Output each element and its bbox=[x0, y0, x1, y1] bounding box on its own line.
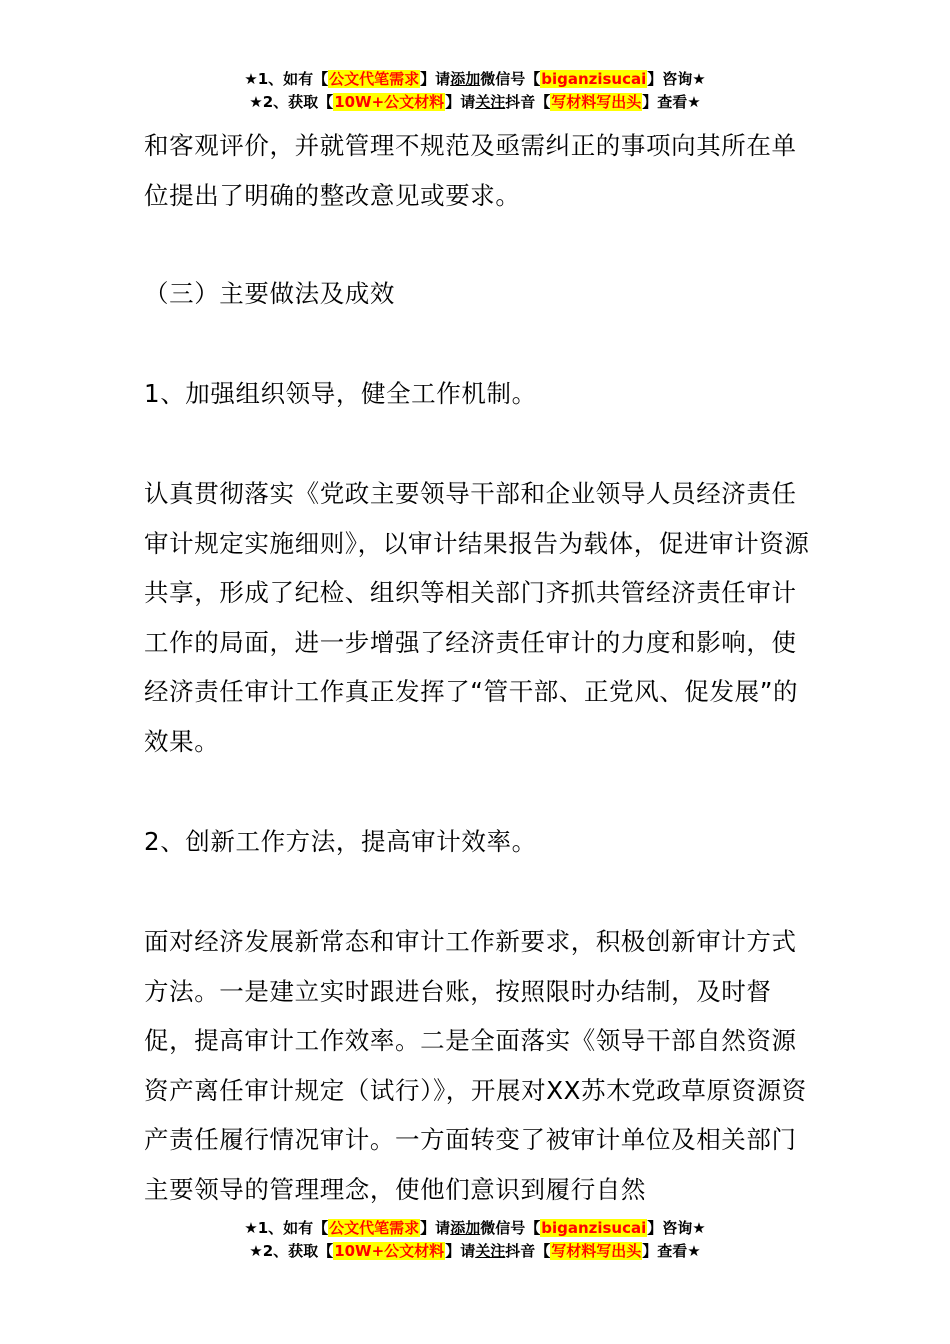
item-1-heading: 1、加强组织领导，健全工作机制。 bbox=[144, 379, 537, 408]
promo-text: ★2、获取【 bbox=[249, 93, 334, 111]
promo-text: ★1、如有【 bbox=[244, 70, 329, 88]
promo-banner-top bbox=[0, 68, 950, 114]
promo-highlight: 10W+公文材料 bbox=[334, 1242, 445, 1260]
promo-highlight: 公文代笔需求 bbox=[329, 1219, 420, 1237]
promo-wechat-id: biganzisucai bbox=[541, 70, 647, 88]
promo-banner-bottom bbox=[0, 1217, 950, 1263]
promo-text: 】查看★ bbox=[642, 93, 701, 111]
promo-text: 】请 bbox=[420, 1219, 451, 1237]
item-2-paragraph: 面对经济发展新常态和审计工作新要求，积极创新审计方式方法。一是建立实时跟进台账，按照限时办结制，及时督促，提高审计工作效率。二是全面落实《领导干部自然资源资产离任审计规定（试行）》，开展对XX苏木党政草原资源资产责任履行情况审计。一方面转变了被审计单位及相关部门主要领导的管理理念，使他们意识到履行自然 bbox=[144, 927, 807, 1204]
promo-text: 】咨询★ bbox=[647, 70, 706, 88]
promo-line-1 bbox=[0, 1217, 950, 1240]
item-2-heading: 2、创新工作方法，提高审计效率。 bbox=[144, 827, 537, 856]
promo-line-2 bbox=[0, 1240, 950, 1263]
promo-text: 微信号【 bbox=[480, 1219, 541, 1237]
item-1-paragraph: 认真贯彻落实《党政主要领导干部和企业领导人员经济责任审计规定实施细则》，以审计结果报告为载体，促进审计资源共享，形成了纪检、组织等相关部门齐抓共管经济责任审计工作的局面，进一步增强了经济责任审计的力度和影响，使经济责任审计工作真正发挥了“管干部、正党风、促发展”的效果。 bbox=[144, 479, 810, 756]
promo-text: 】请 bbox=[445, 1242, 476, 1260]
promo-underlined: 添加 bbox=[450, 70, 481, 88]
promo-text: 】咨询★ bbox=[647, 1219, 706, 1237]
promo-text: 微信号【 bbox=[480, 70, 541, 88]
promo-underlined: 关注 bbox=[475, 1242, 506, 1260]
section-heading: （三）主要做法及成效 bbox=[144, 279, 395, 308]
promo-wechat-id: biganzisucai bbox=[541, 1219, 647, 1237]
promo-text: 抖音【 bbox=[505, 93, 551, 111]
promo-text: ★1、如有【 bbox=[244, 1219, 329, 1237]
promo-text: 】请 bbox=[420, 70, 451, 88]
promo-underlined: 添加 bbox=[450, 1219, 481, 1237]
promo-text: 】查看★ bbox=[642, 1242, 701, 1260]
promo-highlight: 10W+公文材料 bbox=[334, 93, 445, 111]
promo-highlight: 公文代笔需求 bbox=[329, 70, 420, 88]
promo-text: 】请 bbox=[445, 93, 476, 111]
continued-paragraph: 和客观评价，并就管理不规范及亟需纠正的事项向其所在单位提出了明确的整改意见或要求。 bbox=[144, 131, 797, 210]
promo-line-2 bbox=[0, 91, 950, 114]
promo-douyin-id: 写材料写出头 bbox=[551, 93, 642, 111]
promo-line-1 bbox=[0, 68, 950, 91]
promo-underlined: 关注 bbox=[475, 93, 506, 111]
promo-text: 抖音【 bbox=[505, 1242, 551, 1260]
promo-text: ★2、获取【 bbox=[249, 1242, 334, 1260]
promo-douyin-id: 写材料写出头 bbox=[551, 1242, 642, 1260]
